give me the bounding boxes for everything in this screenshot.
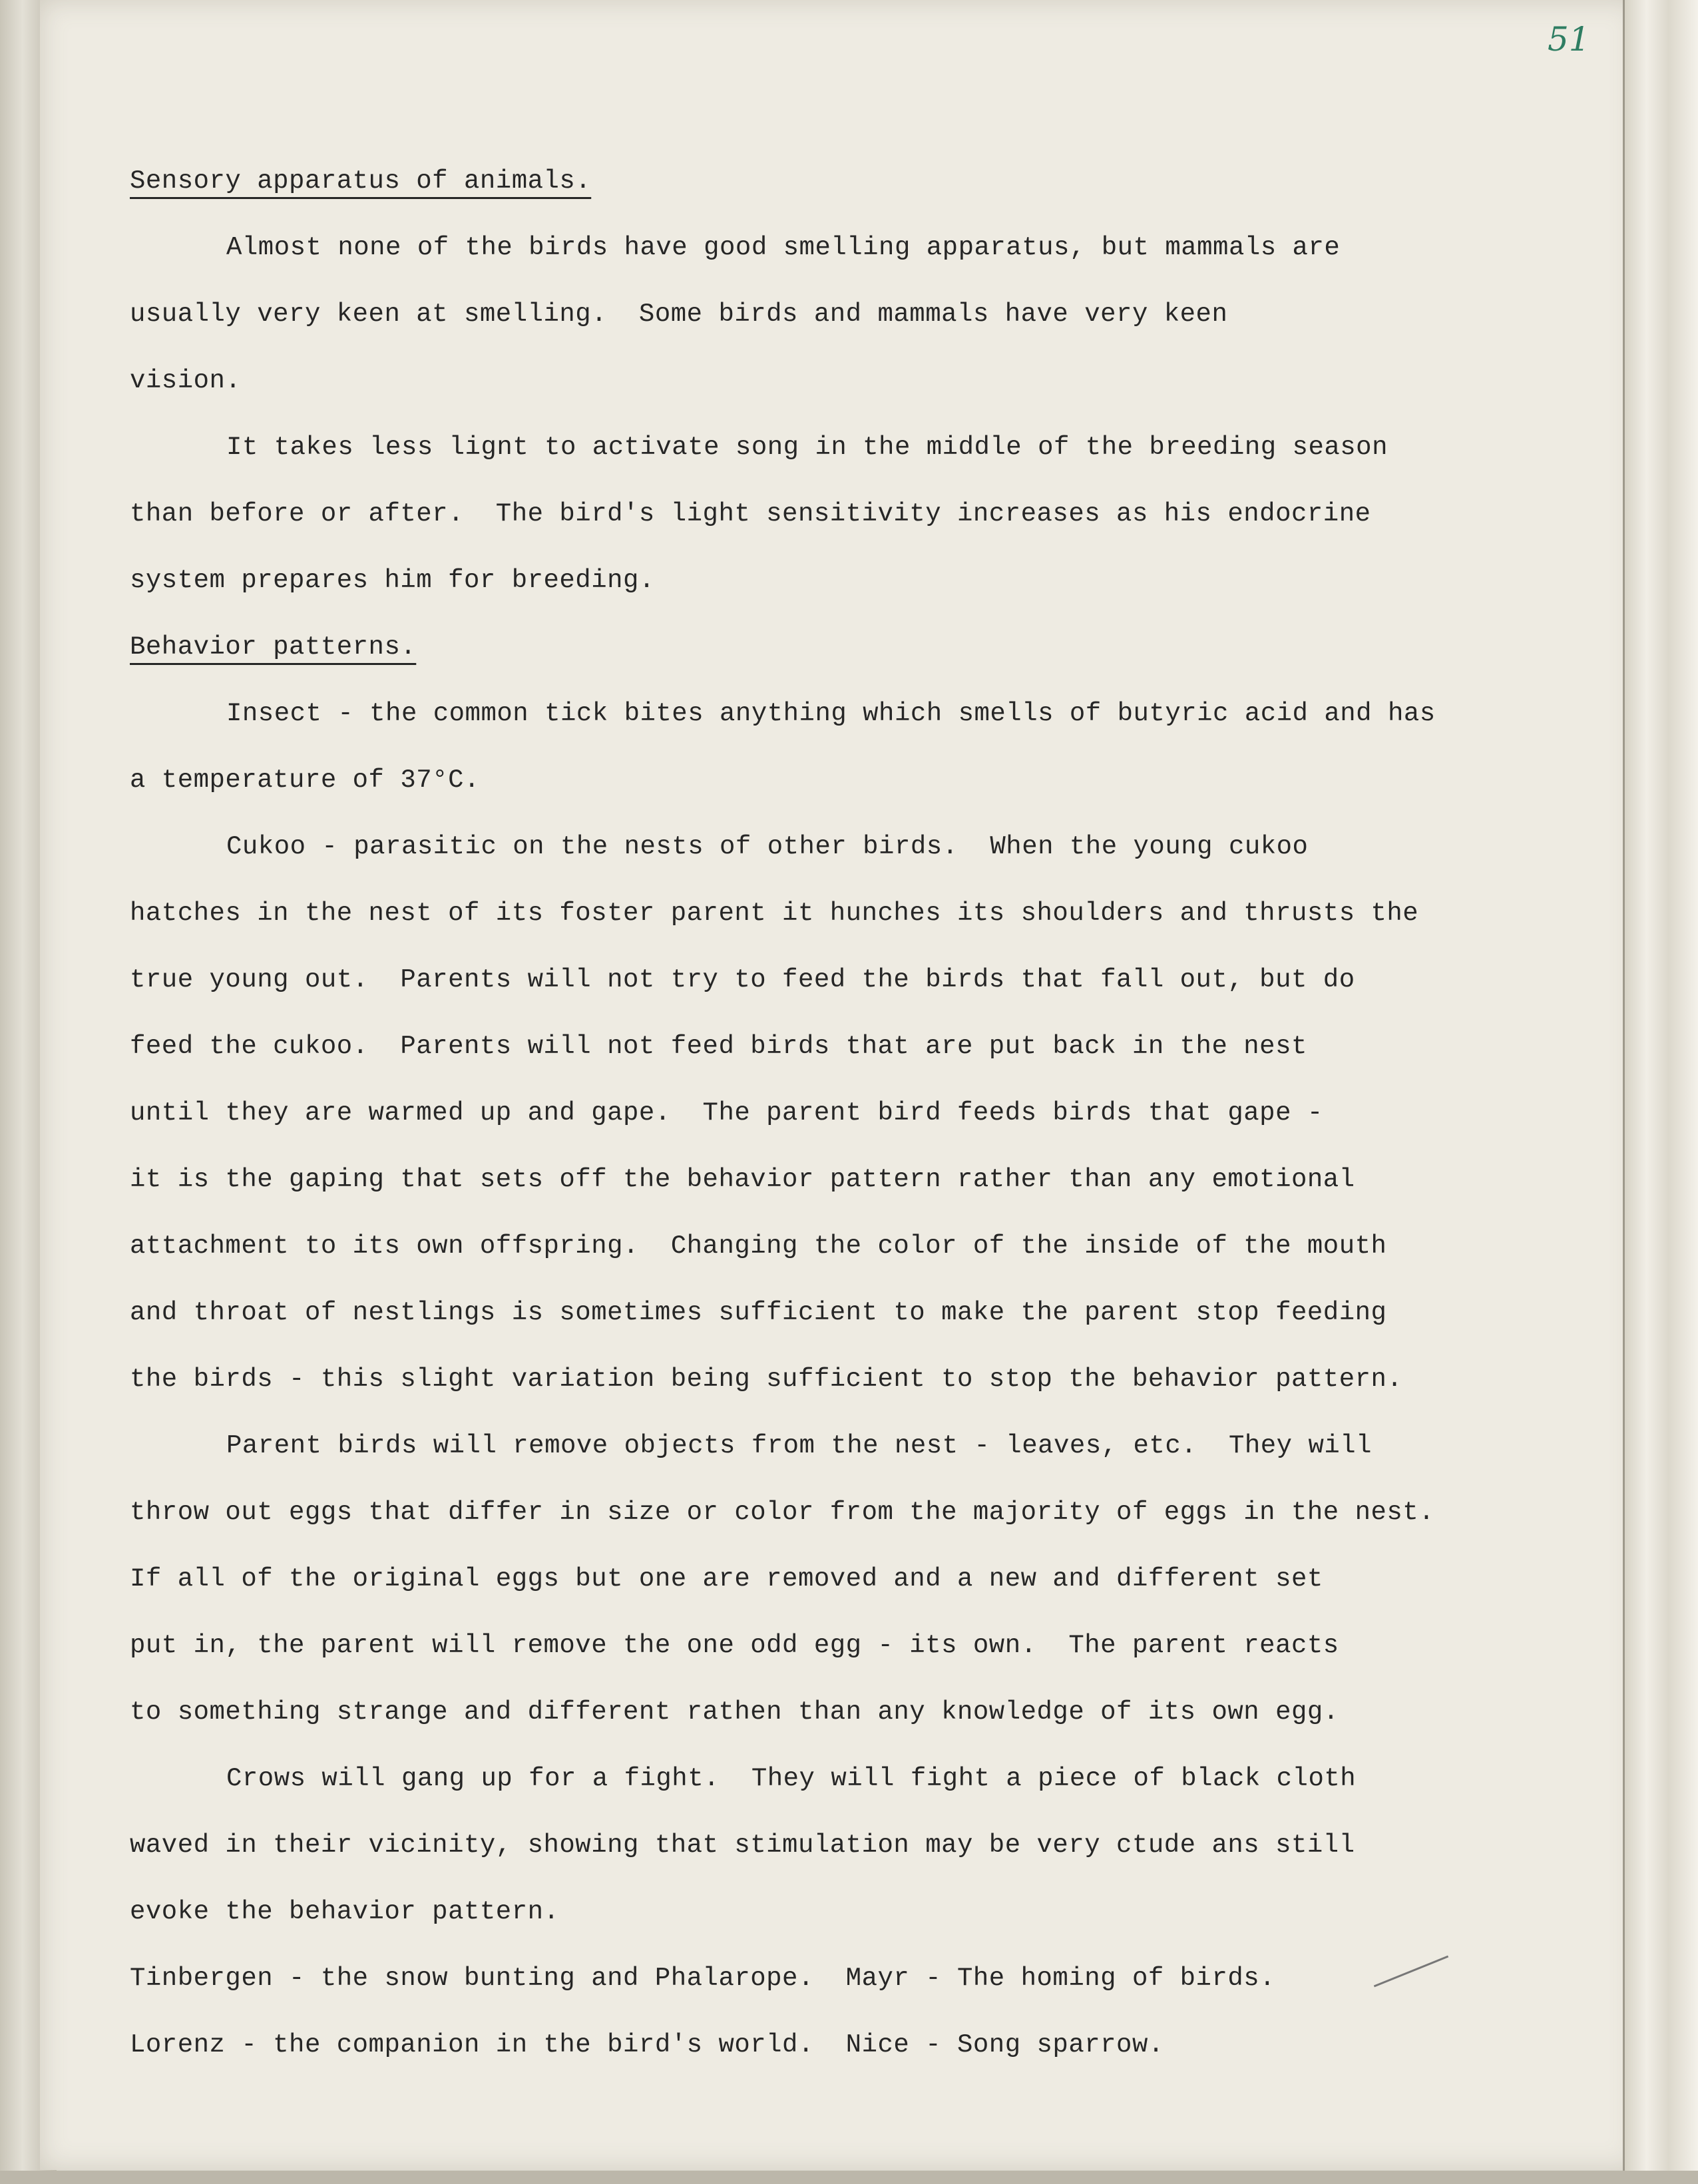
text-line: true young out. Parents will not try to feed the birds that fall out, but do — [130, 965, 1355, 994]
text-line: until they are warmed up and gape. The parent bird feeds birds that gape - — [130, 1098, 1323, 1128]
page-number: 51 — [1548, 20, 1590, 59]
text-line: feed the cukoo. Parents will not feed birds that are put back in the nest — [130, 1032, 1307, 1061]
text-line: the birds - this slight variation being sufficient to stop the behavior pattern. — [130, 1365, 1403, 1394]
text-line: Insect - the common tick bites anything which smells of butyric acid and has — [226, 699, 1436, 728]
section-heading: Sensory apparatus of animals. — [130, 166, 592, 196]
text-line: a temperature of 37°C. — [130, 765, 480, 795]
text-line: throw out eggs that differ in size or color from the majority of eggs in the nest. — [130, 1498, 1435, 1527]
text-line: If all of the original eggs but one are removed and a new and different set — [130, 1564, 1323, 1594]
typed-text-body — [130, 161, 1528, 2091]
bottom-edge — [0, 2171, 1698, 2184]
text-line: evoke the behavior pattern. — [130, 1897, 560, 1926]
text-line: waved in their vicinity, showing that stimulation may be very ctude ans still — [130, 1831, 1355, 1860]
text-line: system prepares him for breeding. — [130, 566, 655, 595]
text-line: Almost none of the birds have good smelling apparatus, but mammals are — [226, 233, 1341, 262]
text-line: vision. — [130, 366, 242, 395]
text-line: Lorenz - the companion in the bird's world. Nice - Song sparrow. — [130, 2030, 1164, 2060]
text-line: usually very keen at smelling. Some birds and mammals have very keen — [130, 300, 1228, 329]
text-line: hatches in the nest of its foster parent it hunches its shoulders and thrusts the — [130, 899, 1419, 928]
text-line: it is the gaping that sets off the behavior pattern rather than any emotional — [130, 1165, 1355, 1194]
page-stack-edge — [1623, 0, 1698, 2184]
text-line: Crows will gang up for a fight. They will fight a piece of black cloth — [226, 1764, 1357, 1793]
text-line: and throat of nestlings is sometimes sufficient to make the parent stop feeding — [130, 1298, 1387, 1327]
text-line: than before or after. The bird's light sensitivity increases as his endocrine — [130, 499, 1371, 529]
text-line: Cukoo - parasitic on the nests of other birds. When the young cukoo — [226, 832, 1309, 861]
text-line: Tinbergen - the snow bunting and Phalarope. Mayr - The homing of birds. — [130, 1964, 1276, 1993]
text-line: It takes less lignt to activate song in the middle of the breeding season — [226, 433, 1388, 462]
text-line: attachment to its own offspring. Changing the color of the inside of the mouth — [130, 1231, 1387, 1261]
text-line: to something strange and different rathen than any knowledge of its own egg. — [130, 1697, 1339, 1727]
text-line: Parent birds will remove objects from the nest - leaves, etc. They will — [226, 1431, 1373, 1460]
section-heading: Behavior patterns. — [130, 632, 417, 662]
text-line: put in, the parent will remove the one odd egg - its own. The parent reacts — [130, 1631, 1339, 1660]
